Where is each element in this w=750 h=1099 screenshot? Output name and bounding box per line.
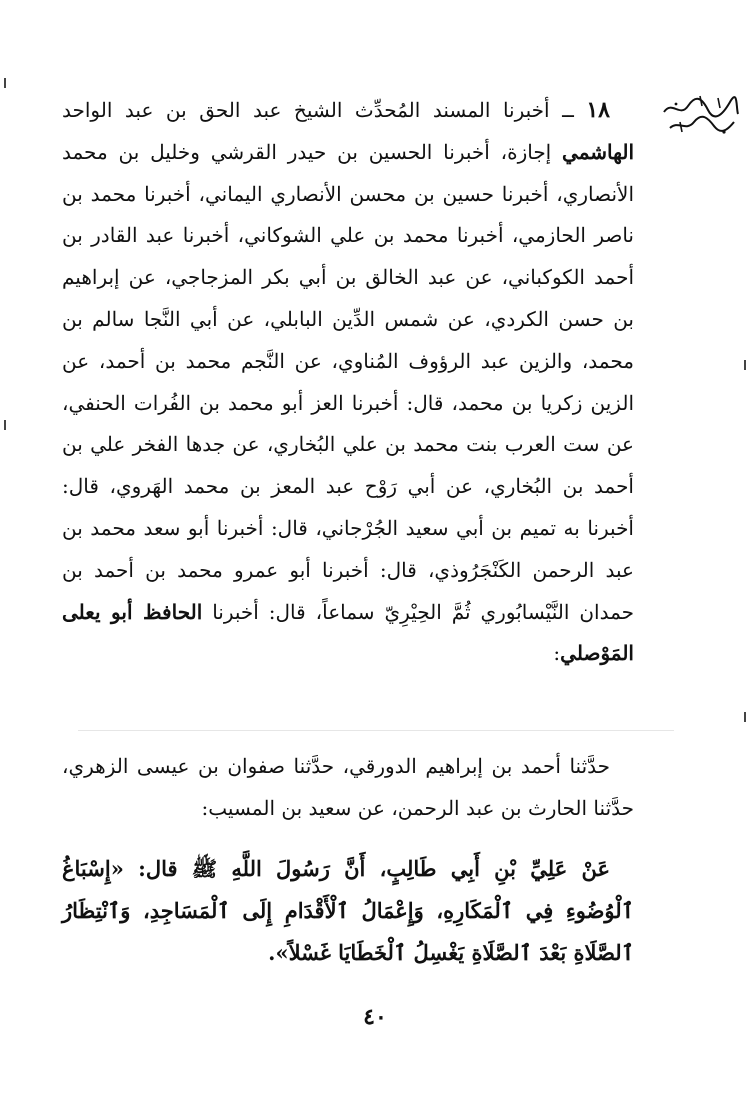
matn-quote: «إِسْبَاغُ ٱلْوُضُوءِ فِي ٱلْمَكَارِهِ، وَإِعْمَالُ ٱلْأَقْدَامِ إِلَى ٱلْمَسَاجِدِ، وَٱنْتِظَارُ ٱلصَّلَاةِ بَعْدَ ٱلصَّلَاةِ يَغْسِلُ ٱلْخَطَايَا غَسْلاً» [62,856,634,965]
margin-mark [4,78,6,88]
dash: ــ [549,98,587,122]
margin-mark [744,712,746,722]
matn-end: . [268,939,276,965]
isnad-bold-name: الهاشمي [562,139,634,164]
page-number: ٤٠ [363,1004,387,1030]
matn-narrator: عَنْ عَلِيِّ بْنِ أَبِي طَالِبٍ، أَنَّ رَسُولَ اللَّهِ ﷺ قال: [123,856,610,881]
isnad-paragraph [62,90,634,675]
hadith-number: ١٨ [586,97,610,123]
isnad-text-part1: أخبرنا المسند المُحدِّث الشيخ عبد الحق بن عبد الواحد [62,98,550,122]
matn-paragraph [62,848,634,973]
isnad-text-part2: إجازة، أخبرنا الحسين بن حيدر القرشي وخليل بن محمد الأنصاري، أخبرنا حسين بن محسن الأنصاري اليماني، أخبرنا محمد بن ناصر الحازمي، أخبرنا محمد بن علي الشوكاني، أخبرنا عبد القادر بن أحمد الكوكباني، عن عبد الخالق بن أبي بكر المزجاجي، عن إبراهيم بن حسن الكردي، عن شمس الدِّين البابلي، عن أبي النَّجا سالم بن محمد، والزين عبد الرؤوف المُناوي، عن النَّجم محمد بن أحمد، عن الزين زكريا بن محمد، قال: أخبرنا العز أبو محمد بن الفُرات الحنفي، عن ست العرب بنت محمد بن علي البُخاري، عن جدها الفخر علي بن أحمد بن البُخاري، عن أبي رَوْح عبد المعز بن محمد الهَروي، قال: أخبرنا به تميم بن أبي سعيد الجُرْجاني، قال: أخبرنا أبو سعد محمد بن عبد الرحمن الكَنْجَرُوذي، قال: أخبرنا أبو عمرو محمد بن أحمد بن حمدان النَّيْسابُوري ثُمَّ الحِيْرِيّ سماعاً، قال: أخبرنا [62,139,634,624]
handwritten-signature-icon [660,92,740,138]
chain-paragraph: حدَّثنا أحمد بن إبراهيم الدورقي، حدَّثنا صفوان بن عيسى الزهري، حدَّثنا الحارث بن عبد الرحمن، عن سعيد بن المسيب: [62,754,634,820]
signature-label [735,138,736,139]
isnad-text-part3: : [553,641,561,666]
margin-mark [4,420,6,430]
isnad-bold-hafiz: الحافظ أبو يعلى المَوْصلي [62,599,634,666]
margin-mark [744,360,746,370]
section-divider [78,730,674,731]
